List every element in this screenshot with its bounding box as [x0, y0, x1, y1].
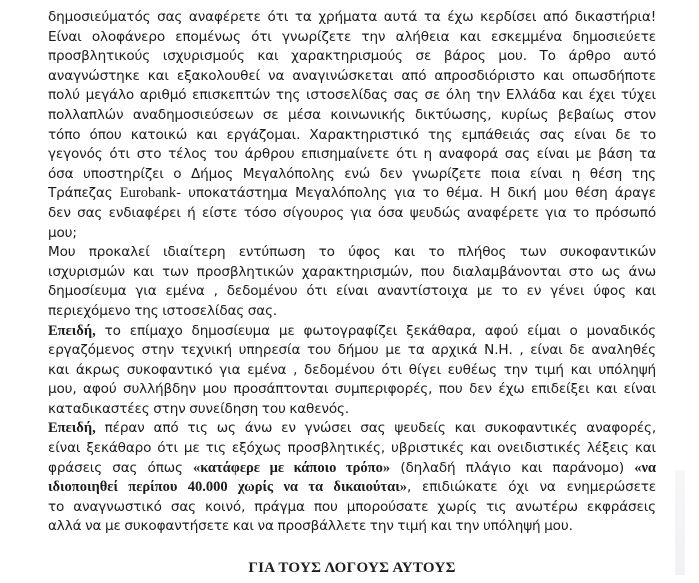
text-segment: όσα υποστηρίζει ο Δήμος Μεγαλόπολης ενώ δεν γνωρίζετε ποια είναι η θέση της — [48, 165, 656, 182]
text-line — [48, 302, 656, 322]
text-line — [48, 361, 656, 381]
text-line — [48, 204, 656, 224]
text-line — [48, 459, 656, 479]
section-heading: ΓΙΑ ΤΟΥΣ ΛΟΓΟΥΣ ΑΥΤΟΥΣ — [248, 560, 456, 576]
text-line — [48, 478, 656, 498]
text-segment: δεν σας ενδιαφέρει ή είστε τόσο σίγουρος για όσα ψευδώς αναφέρετε για το πρόσωπό — [48, 204, 656, 221]
text-segment: Είναι ολοφάνερο επομένως ότι γνωρίζετε την αλήθεια και εσκεμμένα δημοσιεύετε — [48, 28, 656, 45]
text-line — [48, 47, 656, 67]
text-segment: Τράπεζας — [48, 185, 120, 202]
text-segment: καταδικαστέες στην συνείδηση του καθενός. — [48, 400, 350, 417]
text-line — [48, 282, 656, 302]
text-line — [48, 184, 656, 204]
text-line — [48, 8, 656, 28]
text-segment: αναγνώστηκε και εξακολουθεί να αναγινώσκεται από απροσδιόριστο και οπωσδήποτε — [48, 67, 656, 84]
text-line — [48, 224, 656, 244]
text-segment: μου; — [48, 224, 77, 241]
text-segment: πέραν από τις ως άνω εν γνώσει σας ψευδείς και συκοφαντικές αναφορές, — [95, 420, 656, 437]
emphasized-text: «κατάφερε με κάποιο τρόπο» — [193, 459, 391, 476]
text-segment: δημοσιεύματός σας αναφέρετε ότι τα χρήματα αυτά τα έχω κερδίσει από δικαστήρια! — [48, 9, 656, 25]
text-segment: πολλαπλών αναδημοσιεύσεων σε μέσα κοινωνικής δικτύωσης, κυρίως βεβαίως στον — [48, 106, 656, 123]
text-line — [48, 106, 656, 126]
emphasized-text: Επειδή, — [48, 420, 96, 437]
text-segment: εργαζόμενος στην τεχνική υπηρεσία του δήμου με τα αρχικά Ν.Η. , είναι δε αναληθές — [48, 342, 656, 359]
text-line — [48, 243, 656, 263]
text-segment: το επίμαχο δημοσίευμα με φωτογραφίζει ξεκάθαρα, αφού είμαι ο μοναδικός — [95, 322, 656, 339]
text-line — [48, 126, 656, 146]
text-segment: φράσεις σας όπως — [48, 459, 194, 476]
text-segment: το αναγνωστικό σας κοινό, πράγμα που μπορούσατε χωρίς τις ανωτέρω εκφράσεις — [48, 498, 656, 515]
emphasized-text: ιδιοποιηθεί περίπου 40.000 χωρίς να τα δικαιούται» — [48, 479, 407, 496]
text-line — [48, 380, 656, 400]
text-line — [48, 400, 656, 420]
text-line — [48, 165, 656, 185]
text-line — [48, 517, 656, 537]
text-segment: ισχυρισμών και των προσβλητικών χαρακτηρισμών, που διαλαμβάνονται στο ως άνω — [48, 263, 656, 280]
text-line — [48, 28, 656, 48]
text-line — [48, 145, 656, 165]
text-line — [48, 67, 656, 87]
text-line — [48, 263, 656, 283]
emphasized-text: «να — [634, 459, 657, 476]
text-line — [48, 86, 656, 106]
document-body — [48, 8, 656, 537]
text-segment: γεγονός ότι στο τέλος του άρθρου επισημαίνετε ότι η αναφορά σας είναι με βάση τα — [48, 146, 656, 163]
text-segment: προσβλητικούς ισχυρισμούς και χαρακτηρισμούς σε βάρος μου. Το άρθρο αυτό — [48, 48, 656, 65]
text-segment: και άκρως συκοφαντικό για εμένα , δεδομένου ότι θίγει ευθέως την τιμή και υπόληψή — [48, 361, 656, 378]
margin-stamp — [675, 470, 685, 575]
text-line — [48, 419, 656, 439]
emphasized-text: Επειδή, — [48, 322, 96, 339]
text-segment: - υποκατάστημα Μεγαλόπολης για το θέμα. Η δική μου θέση άραγε — [176, 185, 656, 202]
text-segment: μου, αφού συλλήβδην μου προσάπτονται συμπεριφορές, που δεν έχω επιδείξει και είναι — [48, 381, 656, 398]
text-segment: , επιδιώκατε όχι να ενημερώσετε — [406, 479, 656, 496]
text-line — [48, 322, 656, 342]
text-line — [48, 439, 656, 459]
text-segment: τόπο όπου κατοικώ και εργάζομαι. Χαρακτηριστικό της εμπάθειάς σας είναι δε το — [48, 126, 656, 143]
text-line — [48, 341, 656, 361]
text-segment: Eurobank — [119, 185, 177, 202]
text-segment: είναι ξεκάθαρο ότι με τις εξόχως προσβλητικές, υβριστικές και ονειδιστικές λέξεις και — [48, 440, 656, 457]
text-segment: περιεχόμενο της ιστοσελίδας σας. — [48, 302, 278, 319]
text-line — [48, 498, 656, 518]
text-segment: (δηλαδή πλάγιο και παράνομο) — [390, 459, 635, 476]
text-segment: δημοσίευμα για εμένα , δεδομένου ότι είναι αναντίστοιχα με το εν γένει ύφος και — [48, 283, 656, 300]
text-segment: πολύ μεγάλο αριθμό επισκεπτών της ιστοσελίδας σας σε όλη την Ελλάδα και έχει τύχει — [48, 87, 656, 104]
text-segment: αλλά να με συκοφαντήσετε και να προσβάλλετε την τιμή και την υπόληψή μου. — [48, 518, 573, 535]
text-segment: Μου προκαλεί ιδιαίτερη εντύπωση το ύφος και το πλήθος των συκοφαντικών — [48, 244, 656, 261]
